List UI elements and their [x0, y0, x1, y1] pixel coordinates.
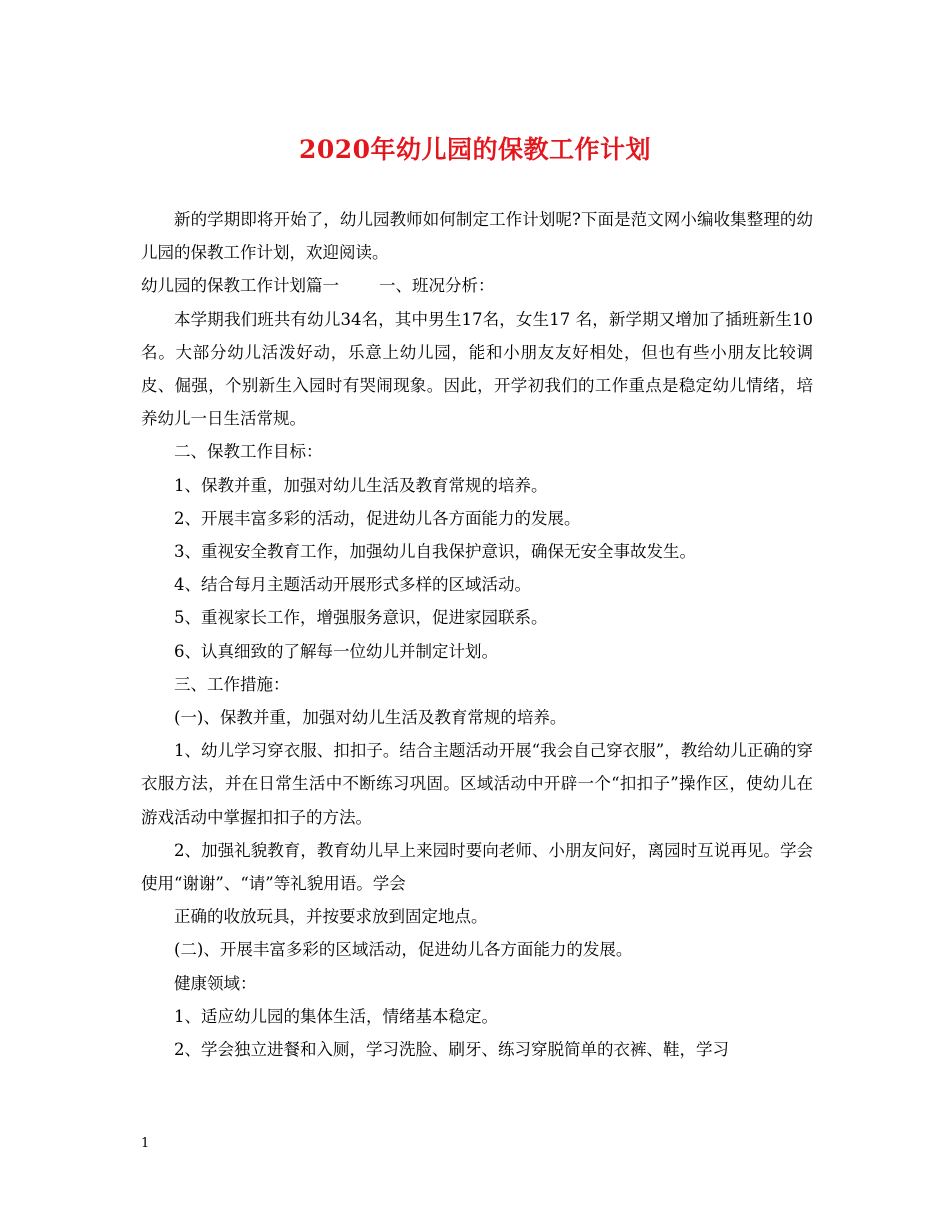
- section-label-line: [141, 269, 813, 302]
- section-label: 幼儿园的保教工作计划篇一: [141, 276, 339, 296]
- measure-1-item-2: 2、加强礼貌教育，教育幼儿早上来园时要向老师、小朋友问好，离园时互说再见。学会使用“谢谢”、“请”等礼貌用语。学会: [141, 840, 813, 894]
- class-analysis-heading: 一、班况分析：: [379, 276, 495, 296]
- measure-1-heading: (一)、保教并重，加强对幼儿生活及教育常规的培养。: [174, 708, 567, 728]
- measure-1-item-1: 1、幼儿学习穿衣服、扣扣子。结合主题活动开展“我会自己穿衣服”，教给幼儿正确的穿衣服方法，并在日常生活中不断练习巩固。区域活动中开辟一个“扣扣子”操作区，使幼儿在游戏活动中掌握扣扣子的方法。: [141, 741, 813, 827]
- goal-item: 1、保教并重，加强对幼儿生活及教育常规的培养。: [174, 475, 548, 495]
- health-item: 1、适应幼儿园的集体生活，情绪基本稳定。: [174, 1006, 498, 1026]
- goals-heading: 二、保教工作目标：: [174, 442, 323, 462]
- health-heading: 健康领域：: [174, 973, 257, 993]
- document-title: 2020年幼儿园的保教工作计划: [298, 135, 652, 164]
- goal-item: 2、开展丰富多彩的活动，促进幼儿各方面能力的发展。: [174, 508, 581, 528]
- health-item: 2、学会独立进餐和入厕，学习洗脸、刷牙、练习穿脱简单的衣裤、鞋，学习: [174, 1040, 729, 1060]
- goal-item: 4、结合每月主题活动开展形式多样的区域活动。: [174, 575, 531, 595]
- goal-item: 3、重视安全教育工作，加强幼儿自我保护意识，确保无安全事故发生。: [174, 542, 696, 562]
- intro-paragraph: 新的学期即将开始了，幼儿园教师如何制定工作计划呢?下面是范文网小编收集整理的幼儿园的保教工作计划，欢迎阅读。: [141, 210, 813, 263]
- class-analysis-paragraph: 本学期我们班共有幼儿34名，其中男生17名，女生17 名，新学期又增加了插班新生10名。大部分幼儿活泼好动，乐意上幼儿园，能和小朋友友好相处，但也有些小朋友比较调皮、倔强，个别新生入园时有哭闹现象。因此，开学初我们的工作重点是稳定幼儿情绪，培养幼儿一日生活常规。: [141, 309, 813, 429]
- goal-item: 5、重视家长工作，增强服务意识，促进家园联系。: [174, 608, 548, 628]
- measures-heading: 三、工作措施：: [174, 674, 290, 694]
- document-body: [141, 203, 813, 1066]
- page-number: 1: [141, 1136, 150, 1151]
- measure-1-item-2-continued: 正确的收放玩具，并按要求放到固定地点。: [174, 907, 488, 927]
- measure-2-heading: (二)、开展丰富多彩的区域活动，促进幼儿各方面能力的发展。: [174, 940, 633, 960]
- goal-item: 6、认真细致的了解每一位幼儿并制定计划。: [174, 641, 498, 661]
